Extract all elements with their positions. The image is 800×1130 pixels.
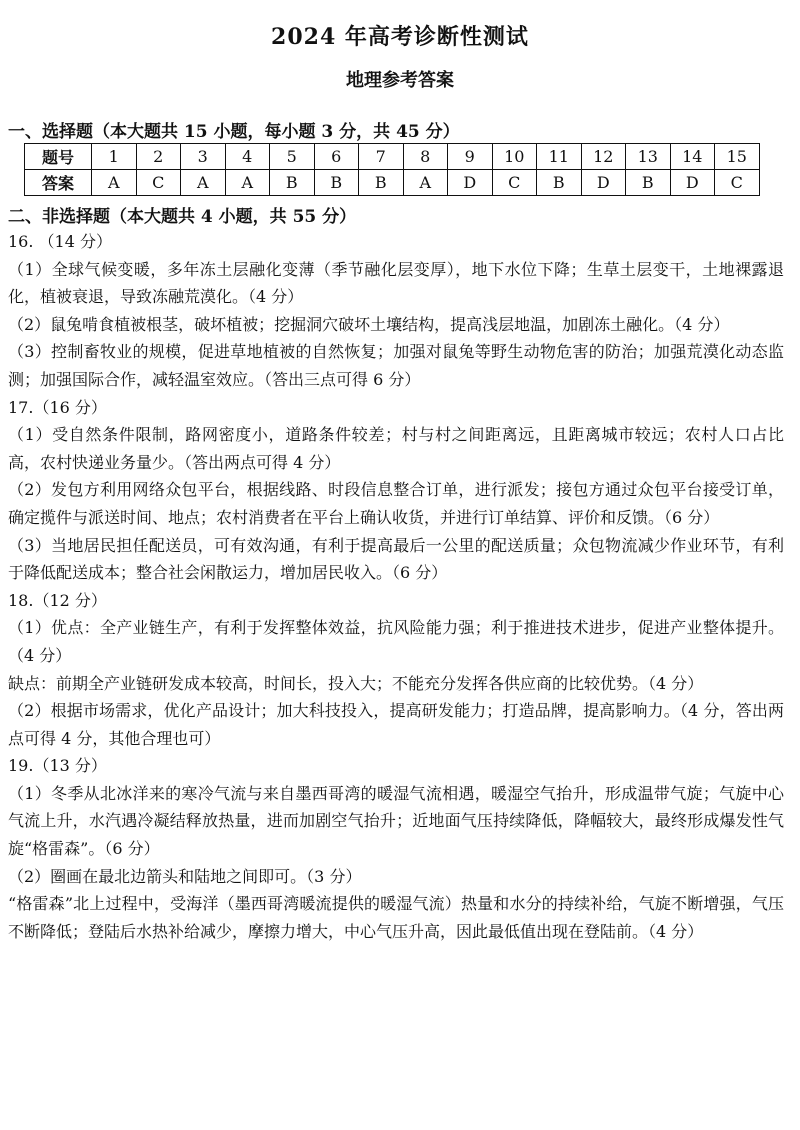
answer-paragraph: （2）圈画在最北边箭头和陆地之间即可。（3 分） bbox=[8, 866, 362, 886]
row-label-number: 题号 bbox=[25, 144, 92, 170]
answer-paragraph: （1）优点：全产业链生产，有利于发挥整体效益，抗风险能力强；利于推进技术进步，促进产业整体提升。（4 分） bbox=[8, 618, 784, 665]
answer-paragraph: （3）当地居民担任配送员，可有效沟通，有利于提高最后一公里的配送质量；众包物流减少作业环节，有利于降低配送成本；整合社会闲散运力，增加居民收入。（6 分） bbox=[8, 535, 784, 583]
answer-paragraph: （2）根据市场需求，优化产品设计；加大科技投入，提高研发能力；打造品牌，提高影响力。（4 分，答出两点可得 4 分，其他合理也可） bbox=[8, 701, 784, 748]
answer-cell: D bbox=[670, 170, 715, 196]
answer-paragraph: （1）全球气候变暖，多年冻土层融化变薄（季节融化层变厚），地下水位下降；生草土层变干，土地裸露退化，植被衰退，导致冻融荒漠化。（4 分） bbox=[8, 259, 784, 307]
answer-cell: A bbox=[181, 170, 226, 196]
row-label-answer: 答案 bbox=[25, 170, 92, 196]
question-number-cell: 12 bbox=[581, 144, 626, 170]
answer-paragraph: 18.（12 分） bbox=[8, 590, 107, 610]
question-number-cell: 5 bbox=[270, 144, 315, 170]
question-number-cell: 2 bbox=[136, 144, 181, 170]
section2-heading: 二、非选择题（本大题共 4 小题，共 55 分） bbox=[8, 207, 357, 227]
answer-paragraph: “格雷森”北上过程中，受海洋（墨西哥湾暖流提供的暖湿气流）热量和水分的持续补给，气旋不断增强，气压不断降低；登陆后水热补给减少，摩擦力增大，中心气压升高，因此最低值出现在登陆前。（4 分） bbox=[8, 894, 784, 941]
question-number-cell: 4 bbox=[225, 144, 270, 170]
answer-cell: A bbox=[92, 170, 137, 196]
answer-cell: B bbox=[270, 170, 315, 196]
answer-cell: A bbox=[225, 170, 270, 196]
question-number-cell: 8 bbox=[403, 144, 448, 170]
answer-cell: C bbox=[715, 170, 760, 196]
page-subtitle: 地理参考答案 bbox=[346, 70, 454, 91]
answer-cell: B bbox=[314, 170, 359, 196]
section1-heading: 一、选择题（本大题共 15 小题，每小题 3 分，共 45 分） bbox=[8, 122, 460, 142]
question-number-cell: 14 bbox=[670, 144, 715, 170]
answer-row bbox=[25, 170, 760, 196]
section2-body bbox=[8, 228, 784, 945]
answer-paragraph: （1）受自然条件限制，路网密度小，道路条件较差；村与村之间距离远，且距离城市较远；农村人口占比高，农村快递业务量少。（答出两点可得 4 分） bbox=[8, 425, 784, 472]
answer-paragraph: 缺点：前期全产业链研发成本较高，时间长，投入大；不能充分发挥各供应商的比较优势。（4 分） bbox=[8, 673, 704, 693]
question-number-cell: 11 bbox=[537, 144, 582, 170]
answer-cell: C bbox=[136, 170, 181, 196]
question-number-cell: 13 bbox=[626, 144, 671, 170]
answer-cell: D bbox=[581, 170, 626, 196]
answer-paragraph: 17.（16 分） bbox=[8, 397, 107, 417]
question-number-cell: 15 bbox=[715, 144, 760, 170]
question-number-cell: 9 bbox=[448, 144, 493, 170]
answer-paragraph: （3）控制畜牧业的规模，促进草地植被的自然恢复；加强对鼠兔等野生动物危害的防治；加强荒漠化动态监测；加强国际合作，减轻温室效应。（答出三点可得 6 分） bbox=[8, 342, 784, 389]
answer-cell: B bbox=[537, 170, 582, 196]
answer-cell: D bbox=[448, 170, 493, 196]
answer-table bbox=[24, 143, 760, 196]
answer-paragraph: （2）鼠兔啃食植被根茎，破坏植被；挖掘洞穴破坏土壤结构，提高浅层地温，加剧冻土融化。（4 分） bbox=[8, 314, 730, 334]
question-number-cell: 3 bbox=[181, 144, 226, 170]
question-number-cell: 7 bbox=[359, 144, 404, 170]
answer-paragraph: 19.（13 分） bbox=[8, 756, 107, 776]
question-number-cell: 10 bbox=[492, 144, 537, 170]
answer-cell: A bbox=[403, 170, 448, 196]
answer-cell: C bbox=[492, 170, 537, 196]
page-title: 2024 年高考诊断性测试 bbox=[271, 24, 529, 50]
question-number-cell: 6 bbox=[314, 144, 359, 170]
answer-cell: B bbox=[626, 170, 671, 196]
answer-cell: B bbox=[359, 170, 404, 196]
answer-paragraph: （2）发包方利用网络众包平台，根据线路、时段信息整合订单，进行派发；接包方通过众包平台接受订单，确定揽件与派送时间、地点；农村消费者在平台上确认收货，并进行订单结算、评价和反馈。（6 分） bbox=[8, 480, 784, 527]
answer-paragraph: 16. （14 分） bbox=[8, 232, 112, 251]
answer-paragraph: （1）冬季从北冰洋来的寒冷气流与来自墨西哥湾的暖湿气流相遇，暖湿空气抬升，形成温带气旋；气旋中心气流上升，水汽遇冷凝结释放热量，进而加剧空气抬升；近地面气压持续降低，降幅较大，最终形成爆发性气旋“格雷森”。（6 分） bbox=[8, 783, 784, 859]
question-number-row bbox=[25, 144, 760, 170]
question-number-cell: 1 bbox=[92, 144, 137, 170]
